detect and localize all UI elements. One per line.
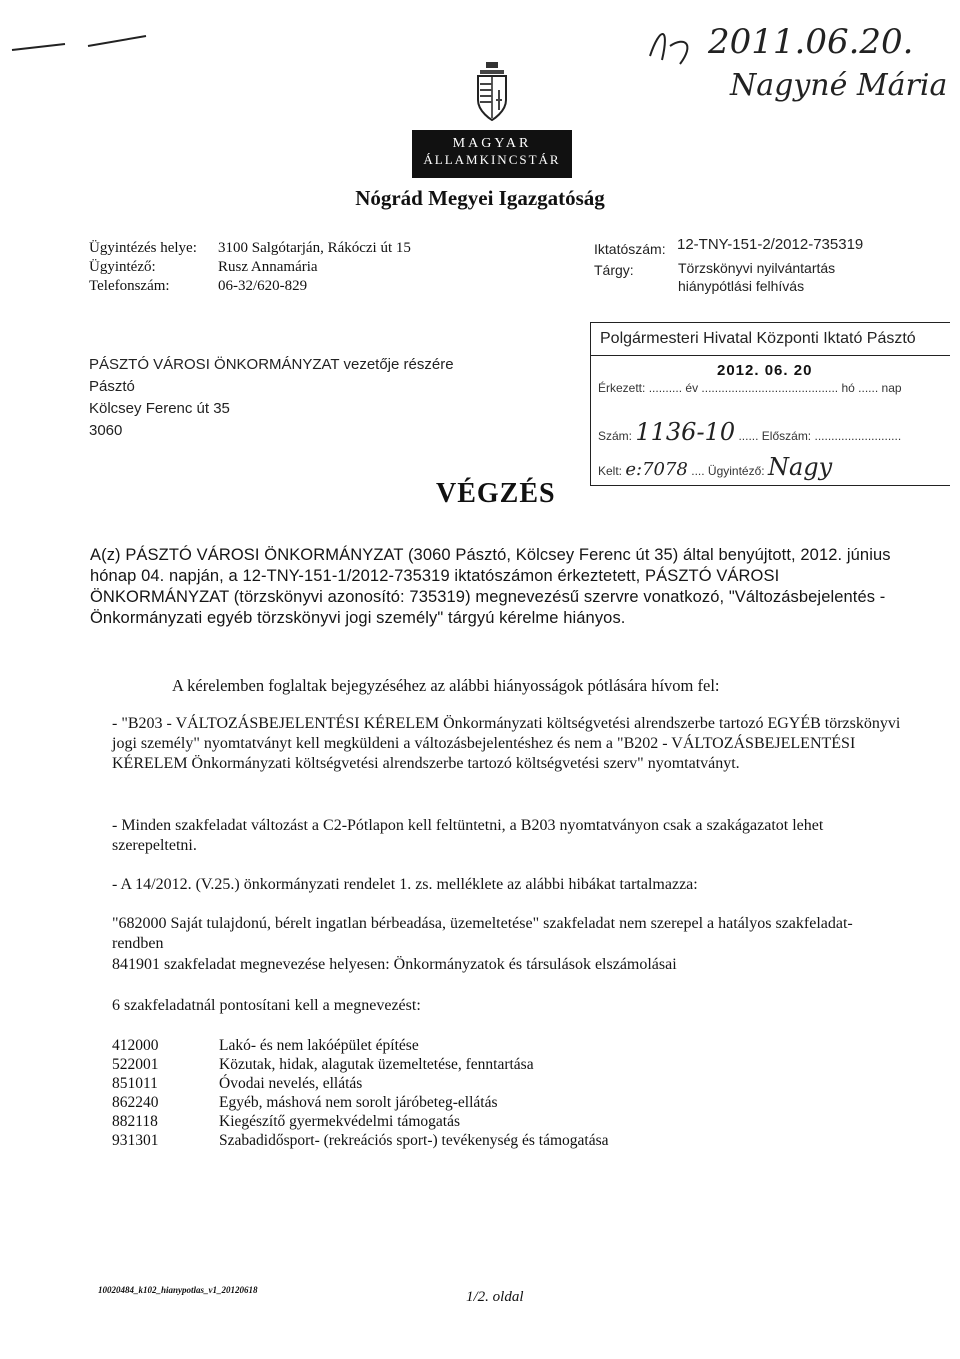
targy-line1: Törzskönyvi nyilvántartás: [678, 260, 836, 276]
targy-label: Tárgy:: [594, 262, 634, 278]
sender-values: [218, 239, 411, 296]
recipient-line: Kölcsey Ferenc út 35: [89, 400, 230, 417]
dot-leader: .........................................: [701, 381, 839, 395]
code-cell: 862240: [112, 1094, 159, 1111]
ho-label: hó: [841, 381, 855, 395]
szakfeladat-table: [112, 1037, 609, 1151]
code-cell: 851011: [112, 1075, 158, 1092]
intro-paragraph: A(z) PÁSZTÓ VÁROSI ÖNKORMÁNYZAT (3060 Pásztó, Kölcsey Ferenc út 35) által benyújtott, 2012. június hónap 04. napján, a 12-TNY-151-1/2012-735319 iktatószámon érkeztetett, PÁSZTÓ VÁROSI ÖNKORMÁNYZAT (törzskönyvi azonosító: 735319) megnevezésű szervre vonatkozó, "Változásbejelentés - Önkormányzati egyéb törzskönyvi jogi személy" tárgyú kérelme hiányos.: [90, 546, 891, 627]
stamp-erkezett-row: [598, 381, 902, 395]
dot-leader: ......: [858, 381, 879, 395]
stamp-title: Polgármesteri Hivatal Központi Iktató Pásztó: [600, 330, 916, 347]
hungarian-coat-of-arms-icon: [472, 60, 512, 122]
deficiency-intro: A kérelemben foglaltak bejegyzéséhez az alábbi hiányosságok pótlására hívom fel:: [172, 676, 720, 695]
pen-strokes-top-left: [10, 28, 150, 58]
table-row: [112, 1113, 609, 1132]
name-cell: Szabadidősport- (rekreációs sport-) tevékenység és támogatása: [219, 1132, 609, 1149]
dot-leader: ..........................: [814, 429, 902, 443]
table-row: [112, 1056, 609, 1075]
deficiency-item-1: - "B203 - VÁLTOZÁSBEJELENTÉSI KÉRELEM Önkormányzati költségvetési alrendszerbe tartozó EGYÉB törzskönyvi jogi személy" nyomtatványt kell megküldeni a változásbejelentéshez és nem a "B202 - VÁLTOZÁSBEJELENTÉSI KÉRELEM Önkormányzati költségvetési alrendszerbe tartozó költségvetési szerv" nyomtatványt.: [112, 715, 901, 772]
stamp-divider: [590, 355, 950, 356]
kelt-label: Kelt:: [598, 464, 623, 478]
codes-intro: 6 szakfeladatnál pontosítani kell a megnevezést:: [112, 997, 421, 1014]
office-title: Nógrád Megyei Igazgatóság: [355, 186, 605, 210]
dot-leader: ....: [691, 464, 705, 478]
logo: [412, 130, 572, 178]
name-cell: Kiegészítő gyermekvédelmi támogatás: [219, 1113, 461, 1130]
recipient-address: [89, 354, 454, 442]
szam-value: 1136-10: [635, 418, 736, 446]
dot-leader: ..........: [648, 381, 683, 395]
stamp-kelt-row: [598, 453, 832, 481]
sender-label: Telefonszám:: [89, 278, 170, 294]
handwritten-name-note: Nagyné Mária: [730, 68, 948, 103]
code-cell: 931301: [112, 1132, 159, 1149]
dot-leader: ......: [738, 429, 759, 443]
kelt-value: e:7078: [625, 459, 688, 480]
sender-value: 06-32/620-829: [218, 278, 308, 294]
code-cell: 882118: [112, 1113, 158, 1130]
recipient-line: 3060: [89, 422, 123, 439]
footer-reference: 10020484_k102_hianypotlas_v1_20120618: [98, 1285, 258, 1295]
code-cell: 522001: [112, 1056, 159, 1073]
table-row: [112, 1037, 609, 1056]
error-line-2: 841901 szakfeladat megnevezése helyesen: Önkormányzatok és társulások elszámolásai: [112, 956, 677, 973]
table-row: [112, 1132, 609, 1151]
recipient-line: Pásztó: [89, 378, 135, 395]
name-cell: Óvodai nevelés, ellátás: [219, 1075, 363, 1092]
sender-label: Ügyintézés helye:: [89, 240, 197, 256]
deficiency-item-3: - A 14/2012. (V.25.) önkormányzati rendelet 1. zs. melléklete az alábbi hibákat tartalmazza:: [112, 876, 698, 893]
sender-label: Ügyintéző:: [89, 259, 156, 275]
code-cell: 412000: [112, 1037, 159, 1054]
stamp-date-value: 2012. 06. 20: [717, 362, 813, 379]
sender-value: 3100 Salgótarján, Rákóczi út 15: [218, 240, 411, 256]
erkezett-label: Érkezett:: [598, 381, 646, 395]
iktatoszam-value: 12-TNY-151-2/2012-735319: [677, 236, 864, 253]
sender-labels: [89, 239, 197, 296]
ugyintezo-label: Ügyintéző:: [707, 464, 765, 478]
handwritten-date-note: 2011.06.20.: [708, 22, 914, 62]
sender-value: Rusz Annamária: [218, 259, 318, 275]
handwritten-initials: [640, 16, 710, 76]
table-row: [112, 1094, 609, 1113]
name-cell: Közutak, hidak, alagutak üzemeltetése, fenntartása: [219, 1056, 534, 1073]
error-line-1: "682000 Saját tulajdonú, bérelt ingatlan bérbeadása, üzemeltetése" szakfeladat nem szerepel a hatályos szakfeladat-rendben: [112, 915, 853, 952]
ev-label: év: [685, 381, 699, 395]
stamp-szam-row: [598, 418, 901, 446]
iktatoszam-label: Iktatószám:: [594, 241, 666, 257]
recipient-line: PÁSZTÓ VÁROSI ÖNKORMÁNYZAT vezetője részére: [89, 356, 454, 373]
name-cell: Lakó- és nem lakóépület építése: [219, 1037, 419, 1054]
page-number: 1/2. oldal: [466, 1289, 524, 1305]
table-row: [112, 1075, 609, 1094]
targy-line2: hiánypótlási felhívás: [678, 278, 805, 294]
logo-line1: MAGYAR: [452, 136, 532, 151]
logo-line2: ÁLLAMKINCSTÁR: [423, 152, 561, 167]
nap-label: nap: [881, 381, 902, 395]
eloszam-label: Előszám:: [761, 429, 812, 443]
deficiency-item-2: - Minden szakfeladat változást a C2-Pótlapon kell feltüntetni, a B203 nyomtatványon csak a szakágazatot lehet szerepeltetni.: [112, 817, 824, 854]
document-title: VÉGZÉS: [436, 478, 556, 509]
szam-label: Szám:: [598, 429, 633, 443]
name-cell: Egyéb, máshová nem sorolt járóbeteg-ellátás: [219, 1094, 498, 1111]
stamp-signature: Nagy: [767, 453, 833, 481]
